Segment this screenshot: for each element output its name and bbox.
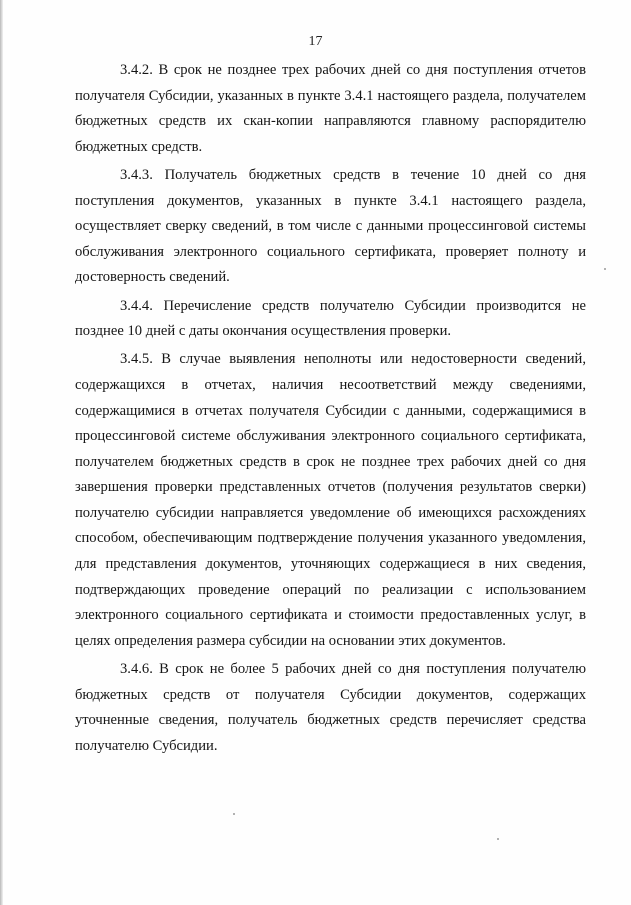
paragraph-3-4-3: 3.4.3. Получатель бюджетных средств в течение 10 дней со дня поступления документов, указанных в пункте 3.4.1 настоящего раздела, осуществляет сверку сведений, в том числе с данными процессинговой системы обслуживания электронного социального сертификата, проверяет полноту и достоверность сведений.: [75, 166, 586, 286]
scan-speck: [233, 813, 235, 815]
paragraph-3-4-5: 3.4.5. В случае выявления неполноты или недостоверности сведений, содержащихся в отчетах, наличия несоответствий между сведениями, содержащимися в отчетах получателя Субсидии с данными, содержащимися в процессинговой системе обслуживания электронного социального сертификата, получателем бюджетных средств в срок не позднее трех рабочих дней со дня завершения проверки представленных отчетов (получения результатов сверки) получателю субсидии направляется уведомление об имеющихся расхождениях способом, обеспечивающим подтверждение получения указанного уведомления, для представления документов, уточняющих содержащиеся в них сведения, подтверждающих проведение операций по реализации с использованием электронного социального сертификата и стоимости предоставленных услуг, в целях определения размера субсидии на основании этих документов.: [75, 351, 586, 649]
page-number: 17: [308, 34, 323, 49]
scan-speck: [604, 268, 606, 270]
document-body: [75, 58, 586, 762]
paragraph-3-4-4: 3.4.4. Перечисление средств получателю Субсидии производится не позднее 10 дней с даты окончания осуществления проверки.: [75, 297, 586, 340]
scan-left-edge: [0, 0, 3, 905]
paragraph-3-4-6: 3.4.6. В срок не более 5 рабочих дней со дня поступления получателю бюджетных средств от получателя Субсидии документов, содержащих уточненные сведения, получатель бюджетных средств перечисляет средства получателю Субсидии.: [75, 661, 586, 754]
paragraph-3-4-2: 3.4.2. В срок не позднее трех рабочих дней со дня поступления отчетов получателя Субсидии, указанных в пункте 3.4.1 настоящего раздела, получателем бюджетных средств их скан-копии направляются главному распорядителю бюджетных средств.: [75, 62, 586, 155]
scan-speck: [497, 838, 499, 840]
